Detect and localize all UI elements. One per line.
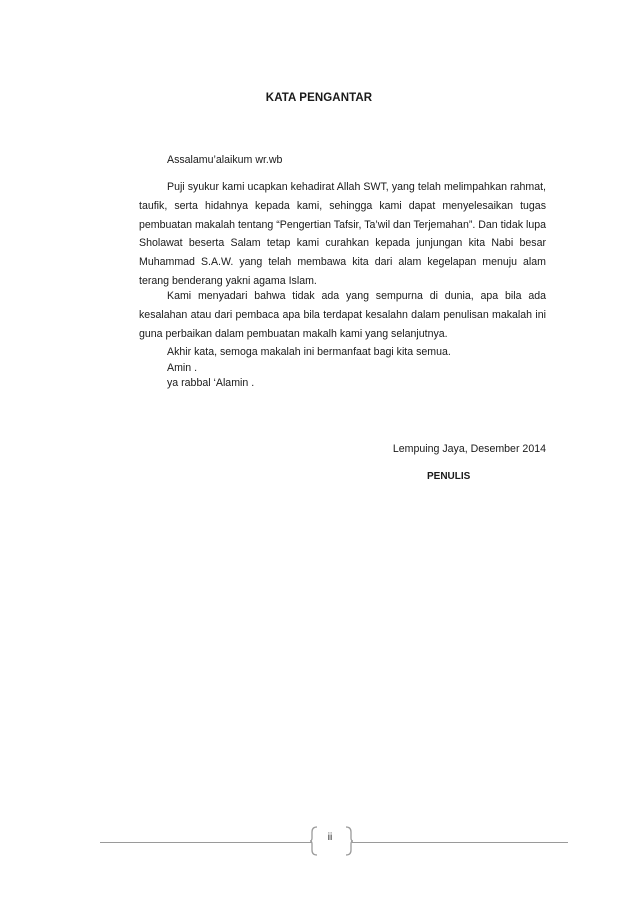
greeting-block bbox=[139, 151, 546, 170]
paragraph-text: Kami menyadari bahwa tidak ada yang sempurna di dunia, apa bila ada kesalahan atau dari pembaca apa bila terdapat kesalahn dalam penulisan makalah ini guna perbaikan dalam pembuatan makalh kami yang selanjutnya. bbox=[139, 290, 546, 340]
paragraph-2 bbox=[139, 287, 546, 343]
page-title: KATA PENGANTAR bbox=[265, 92, 373, 104]
paragraph-text: Puji syukur kami ucapkan kehadirat Allah SWT, yang telah melimpahkan rahmat, taufik, serta hidahnya kepada kami, sehingga kami dapat menyelesaikan tugas pembuatan makalah tentang “Pengertian Tafsir, Ta’wil dan Terjemahan”. Dan tidak lupa Sholawat beserta Salam tetap kami curahkan kepada junjungan kita Nabi besar Muhammad S.A.W. yang telah membawa kita dari alam kegelapan menuju alam terang benderang yakni agama Islam. bbox=[139, 181, 546, 287]
right-brace-icon bbox=[344, 826, 354, 856]
paragraph-1 bbox=[139, 178, 546, 291]
closing-line: Akhir kata, semoga makalah ini bermanfaat bagi kita semua. bbox=[167, 346, 451, 358]
closing-line: Amin . bbox=[167, 361, 198, 374]
signature-block bbox=[139, 440, 546, 482]
left-brace-icon bbox=[309, 826, 319, 856]
greeting-text: Assalamu’alaikum wr.wb bbox=[167, 154, 283, 166]
closing-lines bbox=[139, 345, 546, 392]
place-date: Lempuing Jaya, Desember 2014 bbox=[392, 443, 546, 455]
footer-rule-left bbox=[100, 842, 312, 843]
author-name: PENULIS bbox=[427, 471, 471, 482]
page-number: ii bbox=[327, 832, 333, 843]
footer-rule-right bbox=[352, 842, 568, 843]
closing-line: ya rabbal ‘Alamin . bbox=[167, 377, 255, 389]
